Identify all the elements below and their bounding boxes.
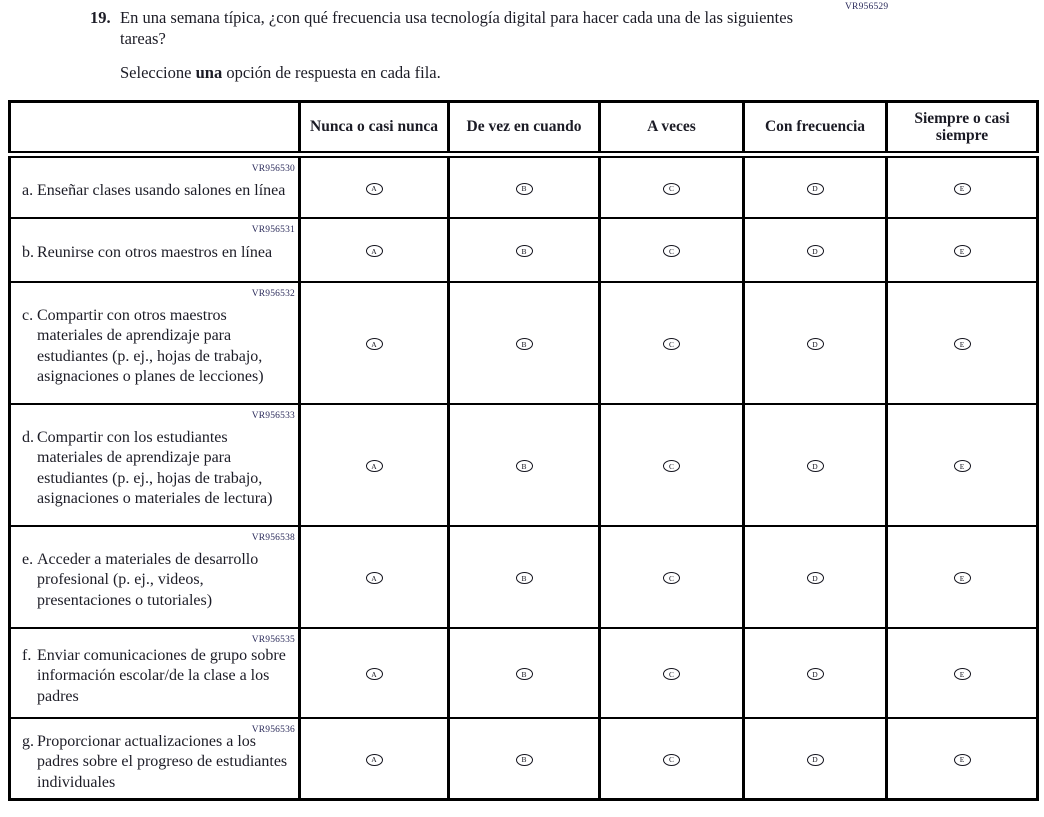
option-cell [744, 526, 887, 628]
bubble-C[interactable]: C [663, 245, 680, 257]
option-cell [300, 282, 449, 404]
bubble-D[interactable]: D [807, 245, 824, 257]
bubble-A[interactable]: A [366, 754, 383, 766]
row-text: Reunirse con otros maestros en línea [37, 244, 273, 262]
header-col-siempre: Siempre o casi siempre [887, 102, 1038, 155]
bubble-E[interactable]: E [954, 245, 971, 257]
bubble-B[interactable]: B [516, 668, 533, 680]
option-cell [600, 526, 744, 628]
row-text: Compartir con los estudiantes materiales de aprendizaje para estudiantes (p. ej., hojas de trabajo, asignaciones o materiales de lectura) [37, 428, 273, 507]
option-cell [744, 628, 887, 718]
table-row-g [10, 718, 1038, 800]
option-cell [449, 155, 600, 218]
row-stem [10, 526, 300, 628]
row-vr-code: VR956530 [251, 164, 295, 174]
question-number: 19. [90, 8, 111, 27]
row-stem [10, 218, 300, 282]
option-cell [887, 282, 1038, 404]
row-stem [10, 718, 300, 800]
bubble-D[interactable]: D [807, 338, 824, 350]
row-vr-code: VR956535 [251, 634, 295, 645]
option-cell [300, 628, 449, 718]
bubble-E[interactable]: E [954, 183, 971, 195]
option-cell [887, 218, 1038, 282]
row-stem [10, 282, 300, 404]
table-row-b [10, 218, 1038, 282]
option-cell [449, 628, 600, 718]
option-cell [887, 404, 1038, 526]
bubble-E[interactable]: E [954, 668, 971, 680]
option-cell [449, 404, 600, 526]
option-cell [887, 526, 1038, 628]
option-cell [300, 404, 449, 526]
table-row-d [10, 404, 1038, 526]
bubble-A[interactable]: A [366, 183, 383, 195]
bubble-C[interactable]: C [663, 572, 680, 584]
response-table [8, 100, 1039, 801]
option-cell [744, 155, 887, 218]
row-letter: b. [22, 244, 34, 262]
bubble-D[interactable]: D [807, 460, 824, 472]
row-text: Compartir con otros maestros materiales de aprendizaje para estudiantes (p. ej., hojas de trabajo, asignaciones o planes de lecciones) [37, 306, 264, 385]
option-cell [887, 155, 1038, 218]
option-cell [600, 218, 744, 282]
header-col-devez: De vez en cuando [449, 102, 600, 155]
bubble-C[interactable]: C [663, 183, 680, 195]
header-row [10, 102, 1038, 155]
bubble-A[interactable]: A [366, 245, 383, 257]
question-block [90, 7, 810, 83]
bubble-C[interactable]: C [663, 460, 680, 472]
row-vr-code: VR956533 [251, 410, 295, 421]
row-text: Enviar comunicaciones de grupo sobre información escolar/de la clase a los padres [37, 646, 286, 705]
row-letter: g. [22, 732, 34, 750]
bubble-B[interactable]: B [516, 754, 533, 766]
row-stem [10, 404, 300, 526]
question-text: En una semana típica, ¿con qué frecuencia usa tecnología digital para hacer cada una de las siguientes tareas? [120, 8, 793, 48]
bubble-B[interactable]: B [516, 460, 533, 472]
bubble-D[interactable]: D [807, 572, 824, 584]
bubble-E[interactable]: E [954, 460, 971, 472]
row-vr-code: VR956538 [251, 532, 295, 543]
option-cell [744, 218, 887, 282]
bubble-A[interactable]: A [366, 338, 383, 350]
table-row-e [10, 526, 1038, 628]
table-row-f [10, 628, 1038, 718]
bubble-A[interactable]: A [366, 572, 383, 584]
bubble-B[interactable]: B [516, 245, 533, 257]
table-row-a [10, 155, 1038, 218]
bubble-B[interactable]: B [516, 572, 533, 584]
instruction-bold: una [195, 63, 223, 82]
question-instruction [120, 62, 810, 83]
bubble-A[interactable]: A [366, 668, 383, 680]
header-col-confrecuencia: Con frecuencia [744, 102, 887, 155]
option-cell [300, 526, 449, 628]
option-cell [887, 628, 1038, 718]
instruction-prefix: Seleccione [120, 63, 196, 82]
bubble-C[interactable]: C [663, 668, 680, 680]
bubble-E[interactable]: E [954, 338, 971, 350]
bubble-D[interactable]: D [807, 183, 824, 195]
row-letter: e. [22, 550, 34, 568]
row-vr-code: VR956532 [251, 288, 295, 299]
row-stem [10, 628, 300, 718]
bubble-A[interactable]: A [366, 460, 383, 472]
question-body [120, 7, 810, 83]
option-cell [600, 404, 744, 526]
option-cell [600, 155, 744, 218]
bubble-D[interactable]: D [807, 754, 824, 766]
row-text: Acceder a materiales de desarrollo profesional (p. ej., videos, presentaciones o tutoriales) [37, 550, 259, 609]
bubble-C[interactable]: C [663, 754, 680, 766]
header-col-nunca: Nunca o casi nunca [300, 102, 449, 155]
option-cell [449, 526, 600, 628]
row-text: Proporcionar actualizaciones a los padres sobre el progreso de estudiantes individuales [37, 732, 288, 791]
option-cell [744, 718, 887, 800]
option-cell [300, 718, 449, 800]
option-cell [300, 155, 449, 218]
option-cell [744, 404, 887, 526]
bubble-C[interactable]: C [663, 338, 680, 350]
bubble-B[interactable]: B [516, 338, 533, 350]
option-cell [600, 282, 744, 404]
instruction-suffix: opción de respuesta en cada fila. [222, 63, 441, 82]
bubble-D[interactable]: D [807, 668, 824, 680]
row-text: Enseñar clases usando salones en línea [37, 182, 286, 199]
option-cell [449, 282, 600, 404]
option-cell [449, 718, 600, 800]
response-table-wrap [8, 100, 1039, 801]
row-letter: c. [22, 306, 34, 324]
row-letter: a. [22, 182, 34, 199]
row-letter: f. [22, 646, 32, 664]
table-row-c [10, 282, 1038, 404]
bubble-E[interactable]: E [954, 572, 971, 584]
row-stem [10, 155, 300, 218]
option-cell [300, 218, 449, 282]
option-cell [887, 718, 1038, 800]
row-vr-code: VR956531 [251, 224, 295, 235]
option-cell [600, 628, 744, 718]
header-col-aveces: A veces [600, 102, 744, 155]
question-vr-code: VR956529 [845, 2, 889, 12]
header-stem-cell [10, 102, 300, 155]
bubble-E[interactable]: E [954, 754, 971, 766]
bubble-B[interactable]: B [516, 183, 533, 195]
option-cell [449, 218, 600, 282]
row-letter: d. [22, 428, 34, 446]
option-cell [600, 718, 744, 800]
row-vr-code: VR956536 [251, 724, 295, 735]
option-cell [744, 282, 887, 404]
